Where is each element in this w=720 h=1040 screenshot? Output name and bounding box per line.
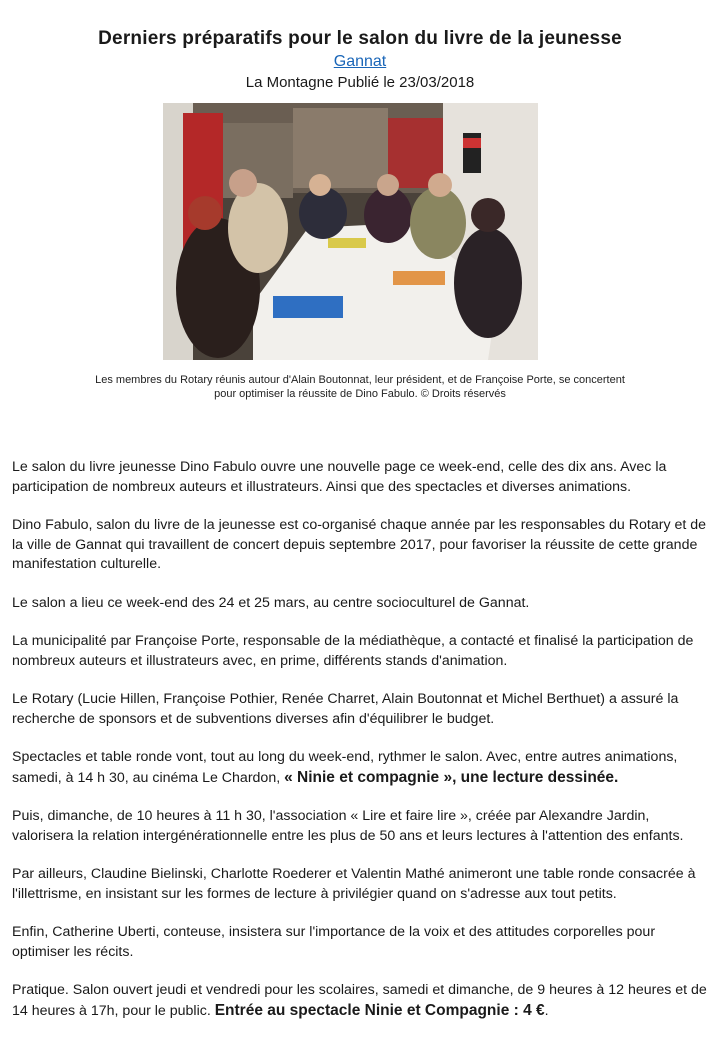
paragraph-6 (12, 748, 710, 788)
paragraph-10 (12, 981, 710, 1021)
paragraph-text: Le salon a lieu ce week-end des 24 et 25 mars, au centre socioculturel de Gannat. (12, 594, 530, 611)
publication-info: La Montagne Publié le 23/03/2018 (245, 74, 475, 91)
location-link[interactable]: Gannat (333, 53, 387, 70)
paragraph-text: Le Rotary (Lucie Hillen, Françoise Pothier, Renée Charret, Alain Boutonnat et Michel Berthuet) a assuré la recherche de sponsors et de subventions diverses afin d'équilibrer le budget. (12, 691, 679, 727)
article-photo (163, 103, 538, 360)
paragraph-tail: . (544, 1002, 549, 1019)
paragraph-text: Enfin, Catherine Uberti, conteuse, insistera sur l'importance de la voix et des attitudes corporelles pour optimiser les récits. (12, 924, 656, 960)
paragraph-4 (12, 632, 710, 671)
paragraph-highlight: Entrée au spectacle Ninie et Compagnie : 4 € (214, 1001, 545, 1019)
paragraph-2 (12, 516, 710, 575)
paragraph-highlight: « Ninie et compagnie », une lecture dessinée. (284, 768, 619, 786)
article-title: Derniers préparatifs pour le salon du livre de la jeunesse (98, 28, 622, 49)
paragraph-5 (12, 690, 710, 729)
paragraph-text: Dino Fabulo, salon du livre de la jeunesse est co-organisé chaque année par les responsables du Rotary et de la ville de Gannat qui travaillent de concert depuis septembre 2017, pour favoriser la réussite de cette grande manifestation culturelle. (12, 517, 707, 572)
paragraph-text: La municipalité par Françoise Porte, responsable de la médiathèque, a contacté et finalisé la participation de nombreux auteurs et illustrateurs avec, en prime, différents stands d'animation. (12, 633, 694, 669)
caption-line-2: pour optimiser la réussite de Dino Fabulo. © Droits réservés (214, 388, 506, 400)
paragraph-1 (12, 458, 710, 497)
paragraph-3 (12, 594, 710, 614)
caption-line-1: Les membres du Rotary réunis autour d'Alain Boutonnat, leur président, et de Françoise Porte, se concertent (95, 374, 625, 386)
paragraph-text: Pratique. Salon ouvert jeudi et vendredi pour les scolaires, samedi et dimanche, de 9 heures à 12 heures et de 14 heures à 17h, pour le public. (12, 982, 707, 1019)
article-body (12, 458, 710, 1040)
paragraph-text: Spectacles et table ronde vont, tout au long du week-end, rythmer le salon. Avec, entre autres animations, samedi, à 14 h 30, au cinéma Le Chardon, (12, 749, 678, 786)
paragraph-text: Le salon du livre jeunesse Dino Fabulo ouvre une nouvelle page ce week-end, celle des dix ans. Avec la participation de nombreux auteurs et illustrateurs. Ainsi que des spectacles et diverses animations. (12, 459, 667, 495)
paragraph-text: Par ailleurs, Claudine Bielinski, Charlotte Roederer et Valentin Mathé animeront une table ronde consacrée à l'illettrisme, en insistant sur les formes de lecture à privilégier quand on s'adresse aux tout petits. (12, 866, 696, 902)
paragraph-7 (12, 807, 710, 846)
photo-caption (40, 373, 680, 401)
paragraph-text: Puis, dimanche, de 10 heures à 11 h 30, l'association « Lire et faire lire », créée par Alexandre Jardin, valorisera la relation intergénérationnelle entre les plus de 50 ans et leurs lectures à l'attention des enfants. (12, 808, 684, 844)
paragraph-9 (12, 923, 710, 962)
paragraph-8 (12, 865, 710, 904)
